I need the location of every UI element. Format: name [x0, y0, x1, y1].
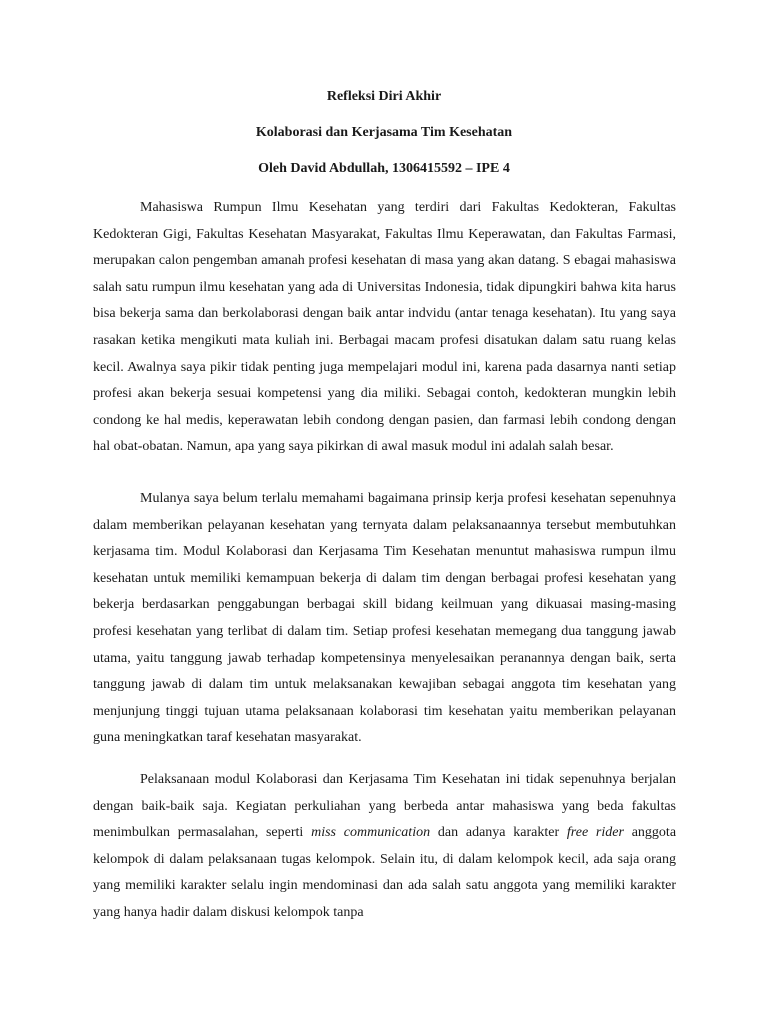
author-line: Oleh David Abdullah, 1306415592 – IPE 4 [258, 161, 510, 176]
paragraph-2-block [93, 486, 676, 752]
document-subtitle: Kolaborasi dan Kerjasama Tim Kesehatan [255, 125, 513, 140]
paragraph-1: Mahasiswa Rumpun Ilmu Kesehatan yang terdiri dari Fakultas Kedokteran, Fakultas Kedokteran Gigi, Fakultas Kesehatan Masyarakat, Fakultas Ilmu Keperawatan, dan Fakultas Farmasi, merupakan calon pengemban amanah profesi kesehatan di masa yang akan datang. S ebagai mahasiswa salah satu rumpun ilmu kesehatan yang ada di Universitas Indonesia, tidak dipungkiri bahwa kita harus bisa bekerja sama dan berkolaborasi dengan baik antar indvidu (antar tenaga kesehatan). Itu yang saya rasakan ketika mengikuti mata kuliah ini. Berbagai macam profesi disatukan dalam satu ruang kelas kecil. Awalnya saya pikir tidak penting juga mempelajari modul ini, karena pada dasarnya nanti setiap profesi akan bekerja sesuai kompetensi yang dia miliki. Sebagai contoh, kedokteran mungkin lebih condong ke hal medis, keperawatan lebih condong dengan pasien, dan farmasi lebih condong dengan hal obat-obatan. Namun, apa yang saya pikirkan di awal masuk modul ini adalah salah besar. [93, 200, 676, 455]
paragraph-3-text-3: anggota kelompok di dalam pelaksanaan tugas kelompok. Selain itu, di dalam kelompok kecil, ada saja orang yang memiliki karakter selalu ingin mendominasi dan ada salah satu anggota yang memiliki karakter yang hanya hadir dalam diskusi kelompok tanpa [93, 825, 677, 920]
paragraph-3 [93, 767, 676, 927]
paragraph-3-block [93, 767, 676, 927]
paragraph-3-text-1: Pelaksanaan modul Kolaborasi dan Kerjasama Tim Kesehatan ini tidak sepenuhnya berjalan dengan baik-baik saja. Kegiatan perkuliahan yang berbeda antar mahasiswa yang beda fakultas menimbulkan permasalahan, seperti [93, 772, 676, 841]
document-title: Refleksi Diri Akhir [326, 89, 442, 104]
paragraph-2: Mulanya saya belum terlalu memahami bagaimana prinsip kerja profesi kesehatan sepenuhnya dalam memberikan pelayanan kesehatan yang ternyata dalam pelaksanaannya tersebut membutuhkan kerjasama tim. Modul Kolaborasi dan Kerjasama Tim Kesehatan menuntut mahasiswa rumpun ilmu kesehatan untuk memiliki kemampuan bekerja di dalam tim dengan berbagai profesi kesehatan yang bekerja berdasarkan penggabungan berbagai skill bidang keilmuan yang dikuasai masing-masing profesi kesehatan yang terlibat di dalam tim. Setiap profesi kesehatan memegang dua tanggung jawab utama, yaitu tanggung jawab terhadap kompetensinya menyelesaikan peranannya dengan baik, serta tanggung jawab di dalam tim untuk melaksanakan kewajiban sebagai anggota tim kesehatan yang menjunjung tinggi tujuan utama pelaksanaan kolaborasi tim kesehatan yaitu memberikan pelayanan guna meningkatkan taraf kesehatan masyarakat. [93, 491, 676, 746]
paragraph-1-block [93, 195, 676, 461]
paragraph-3-text-2: dan adanya karakter [430, 825, 567, 841]
italic-term-miss-communication: miss communication [311, 825, 431, 841]
italic-term-free-rider: free rider [566, 825, 624, 841]
